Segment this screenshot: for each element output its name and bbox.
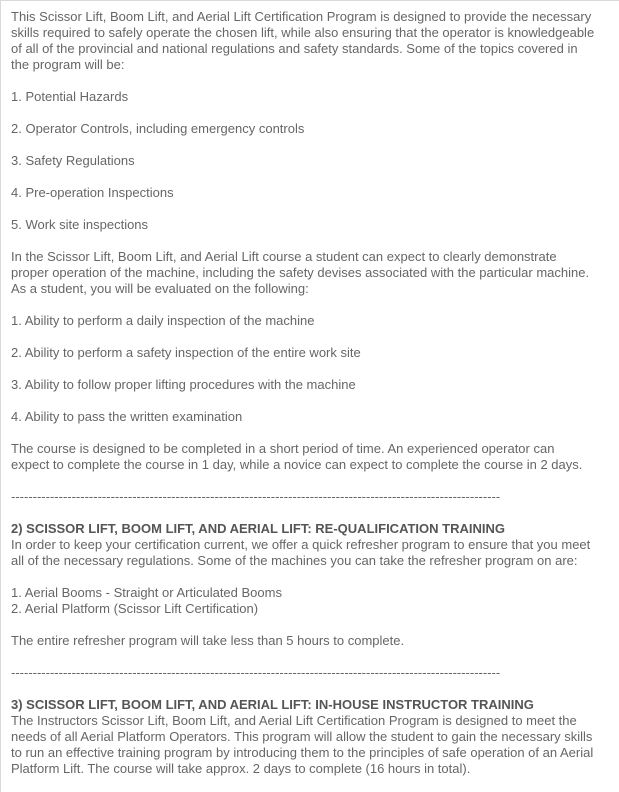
intro-paragraph: This Scissor Lift, Boom Lift, and Aerial Lift Certification Program is designed to provide the necessary skills required to safely operate the chosen lift, while also ensuring that the operator is knowledgeable of all of the provincial and national regulations and safety standards. Some of the topics covered in the program will be: (11, 9, 595, 72)
requalification-heading: 2) SCISSOR LIFT, BOOM LIFT, AND AERIAL LIFT: RE-QUALIFICATION TRAINING (11, 521, 505, 536)
evaluation-item-2: 2. Ability to perform a safety inspection of the entire work site (11, 345, 361, 360)
dashed-separator-2: ----------------------------------------------------------------------------------------------------------------- (11, 665, 501, 680)
topic-item-5: 5. Work site inspections (11, 217, 149, 232)
evaluation-item-3: 3. Ability to follow proper lifting procedures with the machine (11, 377, 356, 392)
topic-item-2: 2. Operator Controls, including emergency controls (11, 121, 305, 136)
requalification-intro-paragraph: In order to keep your certification current, we offer a quick refresher program to ensure that you meet all of the necessary regulations. Some of the machines you can take the refresher program on are: (11, 537, 591, 568)
dashed-separator-1: ----------------------------------------------------------------------------------------------------------------- (11, 489, 501, 504)
requalification-machine-2: 2. Aerial Platform (Scissor Lift Certification) (11, 601, 259, 616)
course-duration-paragraph: The course is designed to be completed in a short period of time. An experienced operator can expect to complete the course in 1 day, while a novice can expect to complete the course in 2 days. (11, 441, 583, 472)
evaluation-item-1: 1. Ability to perform a daily inspection of the machine (11, 313, 315, 328)
evaluation-intro-paragraph: In the Scissor Lift, Boom Lift, and Aerial Lift course a student can expect to clearly demonstrate proper operation of the machine, including the safety devises associated with the particular machine. As a student, you will be evaluated on the following: (11, 249, 590, 296)
instructor-heading: 3) SCISSOR LIFT, BOOM LIFT, AND AERIAL LIFT: IN-HOUSE INSTRUCTOR TRAINING (11, 697, 534, 712)
topic-item-4: 4. Pre-operation Inspections (11, 185, 174, 200)
refresher-duration-paragraph: The entire refresher program will take less than 5 hours to complete. (11, 633, 405, 648)
requalification-machine-1: 1. Aerial Booms - Straight or Articulated Booms (11, 585, 282, 600)
instructor-paragraph: The Instructors Scissor Lift, Boom Lift, and Aerial Lift Certification Program is designed to meet the needs of all Aerial Platform Operators. This program will allow the student to gain the necessary skills to run an effective training program by introducing them to the principles of safe operation of an Aerial Platform Lift. The course will take approx. 2 days to complete (16 hours in total). (11, 713, 594, 776)
topic-item-1: 1. Potential Hazards (11, 89, 129, 104)
evaluation-item-4: 4. Ability to pass the written examination (11, 409, 243, 424)
topic-item-3: 3. Safety Regulations (11, 153, 135, 168)
